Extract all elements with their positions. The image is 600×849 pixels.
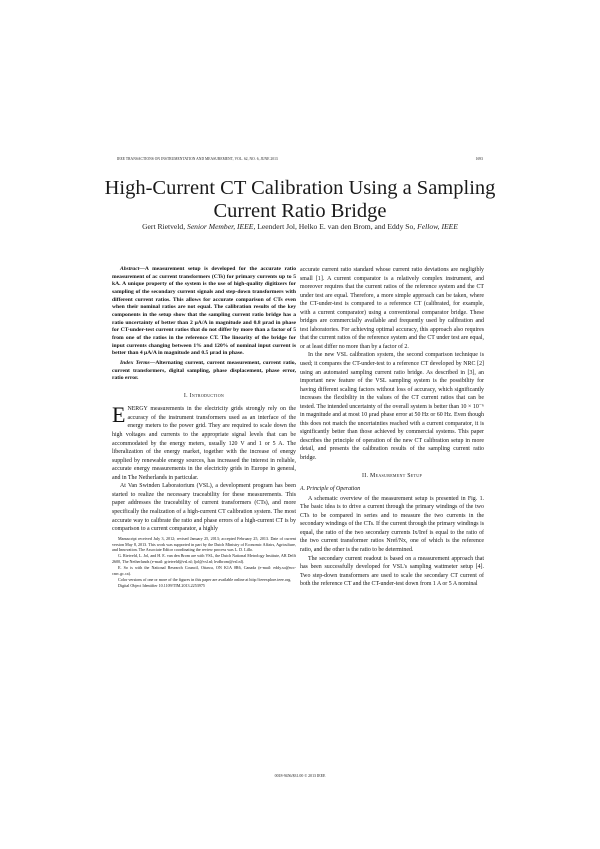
index-terms-lead: Index Terms — [120, 359, 150, 366]
footnotes — [112, 536, 296, 589]
journal-name: IEEE TRANSACTIONS ON INSTRUMENTATION AND MEASUREMENT, VOL. 62, NO. 6, JUNE 2013 — [117, 157, 278, 161]
footnote-affiliation-vsl: G. Rietveld, L. Jol, and H. E. van den Brom are with VSL, the Dutch National Metrology Institute, AR Delft 2600, The Netherlands (e-mail: grietveld@vsl.nl; ljol@vsl.nl; hvdbrom@vsl.nl). — [112, 553, 296, 565]
paper-title: High-Current CT Calibration Using a Sampling Current Ratio Bridge — [104, 177, 496, 222]
footnote-affiliation-nrc: E. So is with the National Research Council, Ottawa, ON K1A 0R6, Canada (e-mail: eddy.so@nrc-cnrc.gc.ca). — [112, 565, 296, 577]
right-paragraph-3: A schematic overview of the measurement setup is presented in Fig. 1. The basic idea is to drive a current through the primary windings of the two CTs to be compared in series and to measure the two currents in the secondary windings of the CTs. If the current through the primary windings is equal, the ratio of the two secondary currents Ix/Iref is equal to the ratio of the two current transformer ratios Nref/Nx, one of which is the reference ratio, and the other is the ratio to be determined. — [300, 495, 484, 553]
author-line — [100, 222, 500, 232]
page-number: 1693 — [475, 157, 483, 161]
author-1-role: Senior Member, IEEE, — [187, 222, 256, 231]
footnote-manuscript: Manuscript received July 3, 2012; revised January 25, 2013; accepted February 25, 2013. Date of current version May 8, 2013. This work was supported in part by the Dutch Ministry of Economic Affairs, Agriculture, and Innovation. The Associate Editor coordinating the review process was L. D. Lillo. — [112, 535, 296, 553]
index-terms-text: —Alternating current, current measurement, current ratio, current transformers, digital sampling, phase displacement, phase error, ratio error. — [112, 359, 296, 382]
index-terms — [112, 360, 296, 383]
author-5-role: Fellow, IEEE — [417, 222, 458, 231]
intro-paragraph-2: At Van Swinden Laboratorium (VSL), a development program has been started to realize the necessary traceability for these measurements. This paper addresses the traceability of current transformers (CTs), and more specifically the realization of a high-current CT calibration system. The most accurate way to calibrate the ratio and phase errors of a high-current CT is by comparison to a current comparator, a highly — [112, 483, 296, 533]
footnote-doi: Digital Object Identifier 10.1109/TIM.2013.2253975 — [118, 582, 205, 588]
right-paragraph-2: In the new VSL calibration system, the second comparison technique is used; it compares the CT-under-test to a reference CT developed by NRC [2] using an automated sampling current ratio bridge. As described in [3], an important new feature of the VSL sampling system is the possibility for having different scaling factors without loss of accuracy, which significantly increases the flexibility in the values of the CT current ratios that can be tested. The intended uncertainty of the overall system is better than 10 × 10⁻⁶ in magnitude and at most 10 μrad phase error at 50 Hz or 60 Hz. Even though this does not match the uncertainties reached with a current comparator, it is significantly better than those achieved by commercial systems. This paper describes the principle of operation of the new CT calibration setup in more detail, and presents the calibration results of the sampling current ratio bridge. — [300, 352, 484, 462]
section-heading-introduction: I. Introduction — [183, 392, 225, 399]
right-paragraph-4: The secondary current readout is based on a measurement approach that has been successfully developed for VSL's sampling wattmeter setup [4]. Two step-down transformers are used to scale the secondary CT current of both the reference CT and the CT-under-test down from 1 A or 5 A nominal — [300, 555, 484, 588]
abstract-text: —A measurement setup is developed for the accurate ratio measurement of ac current transformers (CTs) for primary currents up to 5 kA. A unique property of the system is the use of high-quality digitizers for sampling of the secondary current signals and step-down transformers with different current ratios. This allows for accurate comparison of CTs even when their nominal ratios are not equal. The calibration results of the key components in the setup show that the sampling current ratio bridge has a ratio uncertainty of better than 2 μA/A in magnitude and 0.8 μrad in phase for CT-under-test current ratios that do not differ by more than a factor of 5 from one of the ratios in the reference CT. The linearity of the bridge for input currents changing between 1% and 120% of nominal input current is better than 4 μA/A in magnitude and 0.5 μrad in phase. — [112, 266, 296, 357]
drop-cap: E — [112, 402, 126, 428]
intro-paragraph-1-text: NERGY measurements in the electricity grids strongly rely on the accuracy of the instrument transformers used as an interface of the energy meters to the power grid. They are required to scale down the high voltages and currents to the appropriate signal levels that can be accommodated by the energy meters, usually 120 V and 1 or 5 A. The liberalization of the energy market, together with the increase of energy supplied by renewable energy sources, has increased the interest in reliable, accurate energy measurements in the electricity grids in Europe in general, and in The Netherlands in particular. — [112, 406, 296, 481]
abstract-lead: Abstract — [120, 266, 140, 272]
footnote-color-versions: Color versions of one or more of the figures in this paper are available online at http://ieeexplore.ieee.org. — [118, 576, 292, 582]
subsection-heading-principle: A. Principle of Operation — [300, 486, 361, 493]
copyright-line: 0018-9456/$31.00 © 2013 IEEE — [274, 774, 326, 778]
left-column — [112, 266, 296, 589]
right-column — [300, 266, 484, 589]
other-authors: Leendert Jol, Helko E. van den Brom, and Eddy So, — [257, 222, 416, 231]
intro-paragraph-1 — [112, 402, 296, 482]
running-header — [117, 157, 483, 161]
abstract — [112, 266, 296, 358]
section-heading-measurement-setup: II. Measurement Setup — [361, 472, 423, 479]
author-1: Gert Rietveld, — [142, 222, 186, 231]
right-paragraph-1: accurate current ratio standard whose current ratio deviations are negligibly small [1]. A current comparator is a relatively complex instrument, and moreover requires that the current ratios of the reference system and the CT under test are equal. Therefore, a more simple approach can be taken, where the CT-under-test is compared to a reference CT (calibrated, for example, with a current comparator) using a conventional comparator bridge. These bridges are commercially available and frequently used by calibration and test laboratories. For achieving optimal accuracy, this approach also requires that the current ratios of the reference system and the CT under test are equal, or at least differ no more than by a factor of 2. — [300, 267, 484, 350]
